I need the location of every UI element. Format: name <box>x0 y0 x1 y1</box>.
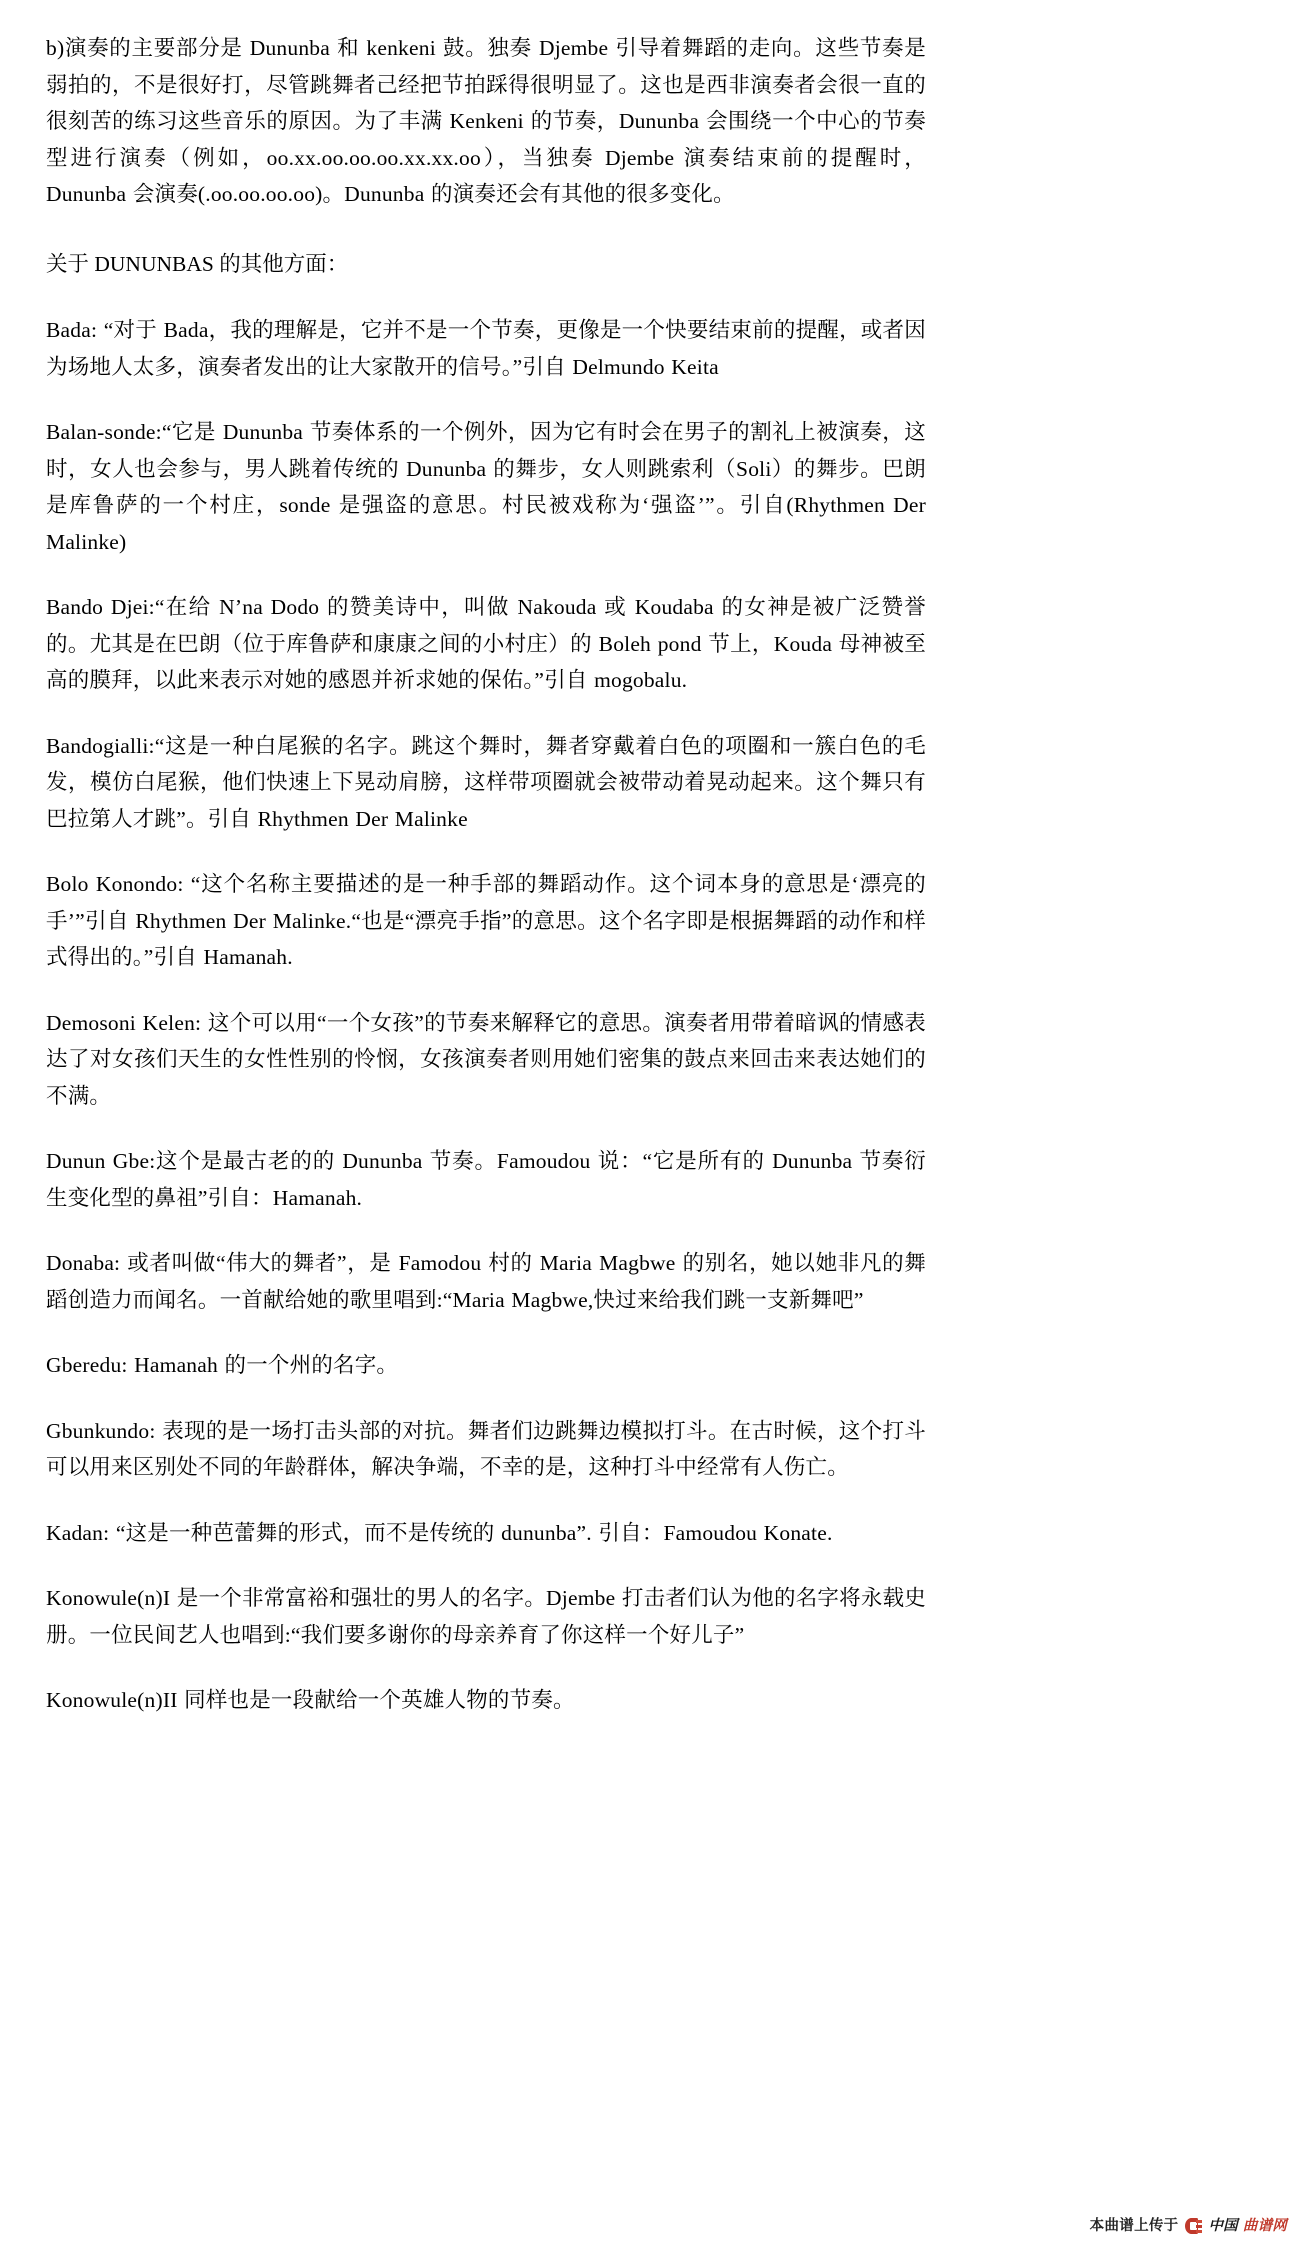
paragraph-gbunkundo: Gbunkundo: 表现的是一场打击头部的对抗。舞者们边跳舞边模拟打斗。在古时候，这个打斗可以用来区别处不同的年龄群体，解决争端，不幸的是，这种打斗中经常有人伤亡。 <box>46 1418 926 1479</box>
paragraph-bandogialli: Bandogialli:“这是一种白尾猴的名字。跳这个舞时，舞者穿戴着白色的项圈和一簇白色的毛发，模仿白尾猴，他们快速上下晃动肩膀，这样带项圈就会被带动着晃动起来。这个舞只有巴拉第人才跳”。引自 Rhythmen Der Malinke <box>46 733 926 831</box>
paragraph-bando-djei: Bando Djei:“在给 N’na Dodo 的赞美诗中，叫做 Nakouda 或 Koudaba 的女神是被广泛赞誉的。尤其是在巴朗（位于库鲁萨和康康之间的小村庄）的 Boleh pond 节上，Kouda 母神被至高的膜拜，以此来表示对她的感恩并祈求她的保佑。”引自 mogobalu. <box>46 595 926 692</box>
watermark-brand-part1: 中国 <box>1208 2218 1238 2235</box>
site-watermark <box>1090 2218 1287 2235</box>
paragraph-balan-sonde: Balan-sonde:“它是 Dununba 节奏体系的一个例外，因为它有时会在男子的割礼上被演奏，这时，女人也会参与，男人跳着传统的 Dununba 的舞步，女人则跳索利（Soli）的舞步。巴朗是库鲁萨的一个村庄，sonde 是强盗的意思。村民被戏称为‘强盗’”。引自(Rhythmen Der Malinke) <box>46 420 926 554</box>
paragraph-kadan: Kadan: “这是一种芭蕾舞的形式，而不是传统的 dununba”. 引自：Famoudou Konate. <box>46 1520 833 1545</box>
paragraph-intro-b: b)演奏的主要部分是 Dununba 和 kenkeni 鼓。独奏 Djembe 引导着舞蹈的走向。这些节奏是弱拍的，不是很好打，尽管跳舞者己经把节拍踩得很明显了。这也是西非演奏者会很一直的很刻苦的练习这些音乐的原因。为了丰满 Kenkeni 的节奏，Dununba 会围绕一个中心的节奏型进行演奏（例如，oo.xx.oo.oo.oo.xx.xx.oo），当独奏 Djembe 演奏结束前的提醒时，Dununba 会演奏(.oo.oo.oo.oo)。Dununba 的演奏还会有其他的很多变化。 <box>46 36 926 206</box>
paragraph-konowule-1: Konowule(n)I 是一个非常富裕和强壮的男人的名字。Djembe 打击者们认为他的名字将永载史册。一位民间艺人也唱到:“我们要多谢你的母亲养育了你这样一个好儿子” <box>46 1586 926 1647</box>
paragraph-gberedu: Gberedu: Hamanah 的一个州的名字。 <box>46 1353 399 1377</box>
section-heading-dununbas: 关于 DUNUNBAS 的其他方面： <box>46 251 349 276</box>
sheet-music-logo-icon <box>1185 2218 1202 2235</box>
watermark-brand-part2: 曲谱网 <box>1242 2218 1287 2235</box>
paragraph-bada: Bada: “对于 Bada，我的理解是，它并不是一个节奏，更像是一个快要结束前的提醒，或者因为场地人太多，演奏者发出的让大家散开的信号。”引自 Delmundo Keita <box>46 318 926 379</box>
paragraph-bolo-konondo: Bolo Konondo: “这个名称主要描述的是一种手部的舞蹈动作。这个词本身的意思是‘漂亮的手’”引自 Rhythmen Der Malinke.“也是“漂亮手指”的意思。这个名字即是根据舞蹈的动作和样式得出的。”引自 Hamanah. <box>46 872 926 969</box>
paragraph-konowule-2: Konowule(n)II 同样也是一段献给一个英雄人物的节奏。 <box>46 1688 575 1712</box>
paragraph-donaba: Donaba: 或者叫做“伟大的舞者”，是 Famodou 村的 Maria Magbwe 的别名，她以她非凡的舞蹈创造力而闻名。一首献给她的歌里唱到:“Maria Magbwe,快过来给我们跳一支新舞吧” <box>46 1251 926 1312</box>
paragraph-demosoni-kelen: Demosoni Kelen: 这个可以用“一个女孩”的节奏来解释它的意思。演奏者用带着暗讽的情感表达了对女孩们天生的女性性别的怜悯，女孩演奏者则用她们密集的鼓点来回击来表达她们的不满。 <box>46 1010 926 1108</box>
document-body <box>46 30 926 1719</box>
paragraph-dunun-gbe: Dunun Gbe:这个是最古老的的 Dununba 节奏。Famoudou 说：“它是所有的 Dununba 节奏衍生变化型的鼻祖”引自：Hamanah. <box>46 1149 926 1210</box>
watermark-prefix-text: 本曲谱上传于 <box>1089 2218 1179 2235</box>
